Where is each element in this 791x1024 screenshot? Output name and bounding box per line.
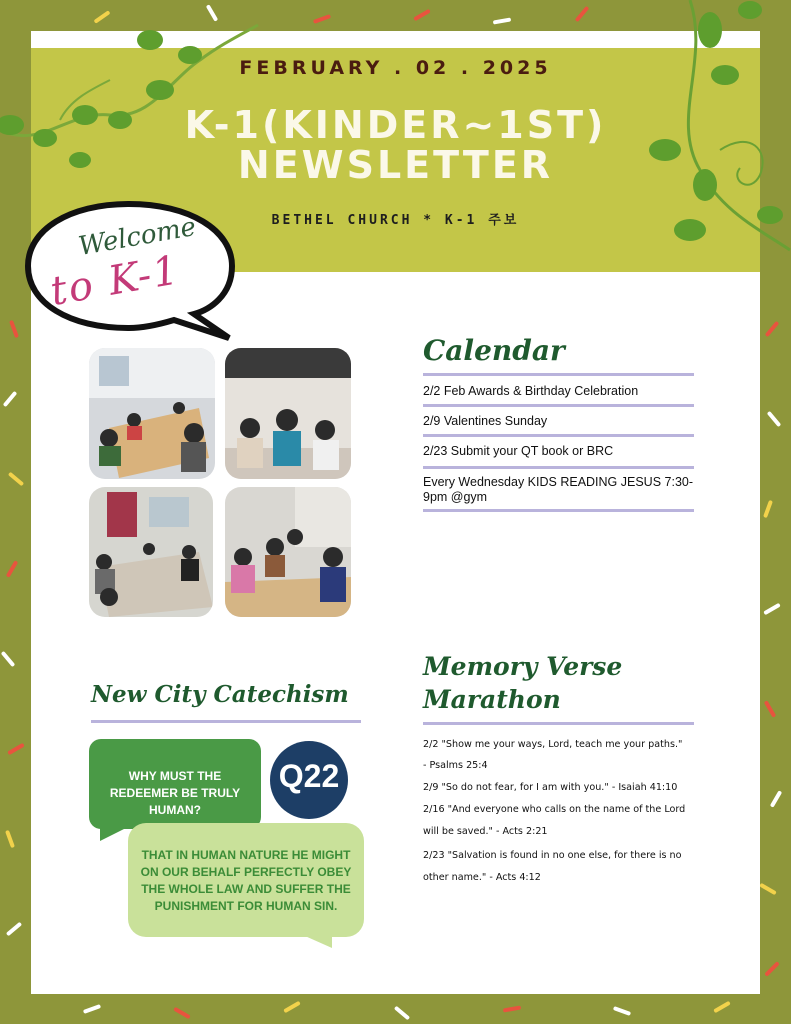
memory-verse-divider bbox=[423, 722, 694, 725]
verse-line: will be saved." - Acts 2:21 bbox=[423, 826, 548, 837]
catechism-answer: THAT IN HUMAN NATURE HE MIGHT ON OUR BEHALF PERFECTLY OBEY THE WHOLE LAW AND SUFFER THE PUNISHMENT FOR HUMAN SIN. bbox=[140, 848, 352, 913]
verse-line: 2/2 "Show me your ways, Lord, teach me your paths." bbox=[423, 739, 683, 750]
calendar-title: Calendar bbox=[423, 334, 565, 367]
catechism-divider bbox=[91, 720, 361, 723]
newsletter-title-line1: K-1(KINDER~1ST) bbox=[184, 103, 607, 147]
class-photo-3 bbox=[89, 487, 213, 617]
memory-verse-title-line1: Memory Verse bbox=[423, 652, 623, 681]
class-photo-4 bbox=[225, 487, 351, 617]
calendar-item: 2/23 Submit your QT book or BRC bbox=[423, 444, 614, 458]
question-number: Q22 bbox=[278, 758, 340, 794]
newsletter-subtitle: BETHEL CHURCH * K-1 주보 bbox=[271, 213, 520, 228]
class-photo-1 bbox=[89, 348, 215, 479]
calendar-divider bbox=[423, 509, 694, 512]
verse-line: - Psalms 25:4 bbox=[423, 760, 488, 771]
calendar-divider bbox=[423, 373, 694, 376]
welcome-line2: to K-1 bbox=[46, 246, 184, 316]
verse-line: 2/16 "And everyone who calls on the name of the Lord bbox=[423, 804, 686, 815]
calendar-divider bbox=[423, 466, 694, 469]
welcome-line1: Welcome bbox=[76, 211, 199, 263]
memory-verse-title-line2: Marathon bbox=[423, 685, 561, 714]
newsletter-date: FEBRUARY . 02 . 2025 bbox=[239, 57, 552, 79]
verse-line: other name." - Acts 4:12 bbox=[423, 872, 541, 883]
calendar-item: 2/2 Feb Awards & Birthday Celebration bbox=[423, 384, 639, 398]
calendar-divider bbox=[423, 434, 694, 437]
verse-line: 2/23 "Salvation is found in no one else, for there is no bbox=[423, 850, 682, 861]
class-photo-2 bbox=[225, 348, 351, 479]
catechism-title: New City Catechism bbox=[91, 681, 349, 708]
catechism-question: WHY MUST THE REDEEMER BE TRULY HUMAN? bbox=[109, 769, 241, 817]
calendar-divider bbox=[423, 404, 694, 407]
verse-line: 2/9 "So do not fear, for I am with you." - Isaiah 41:10 bbox=[423, 782, 678, 793]
answer-bubble-tail bbox=[296, 932, 336, 950]
calendar-item: 2/9 Valentines Sunday bbox=[423, 414, 548, 428]
newsletter-title-line2: NEWSLETTER bbox=[237, 143, 554, 187]
calendar-item: Every Wednesday KIDS READING JESUS 7:30-9pm @gym bbox=[423, 475, 694, 504]
